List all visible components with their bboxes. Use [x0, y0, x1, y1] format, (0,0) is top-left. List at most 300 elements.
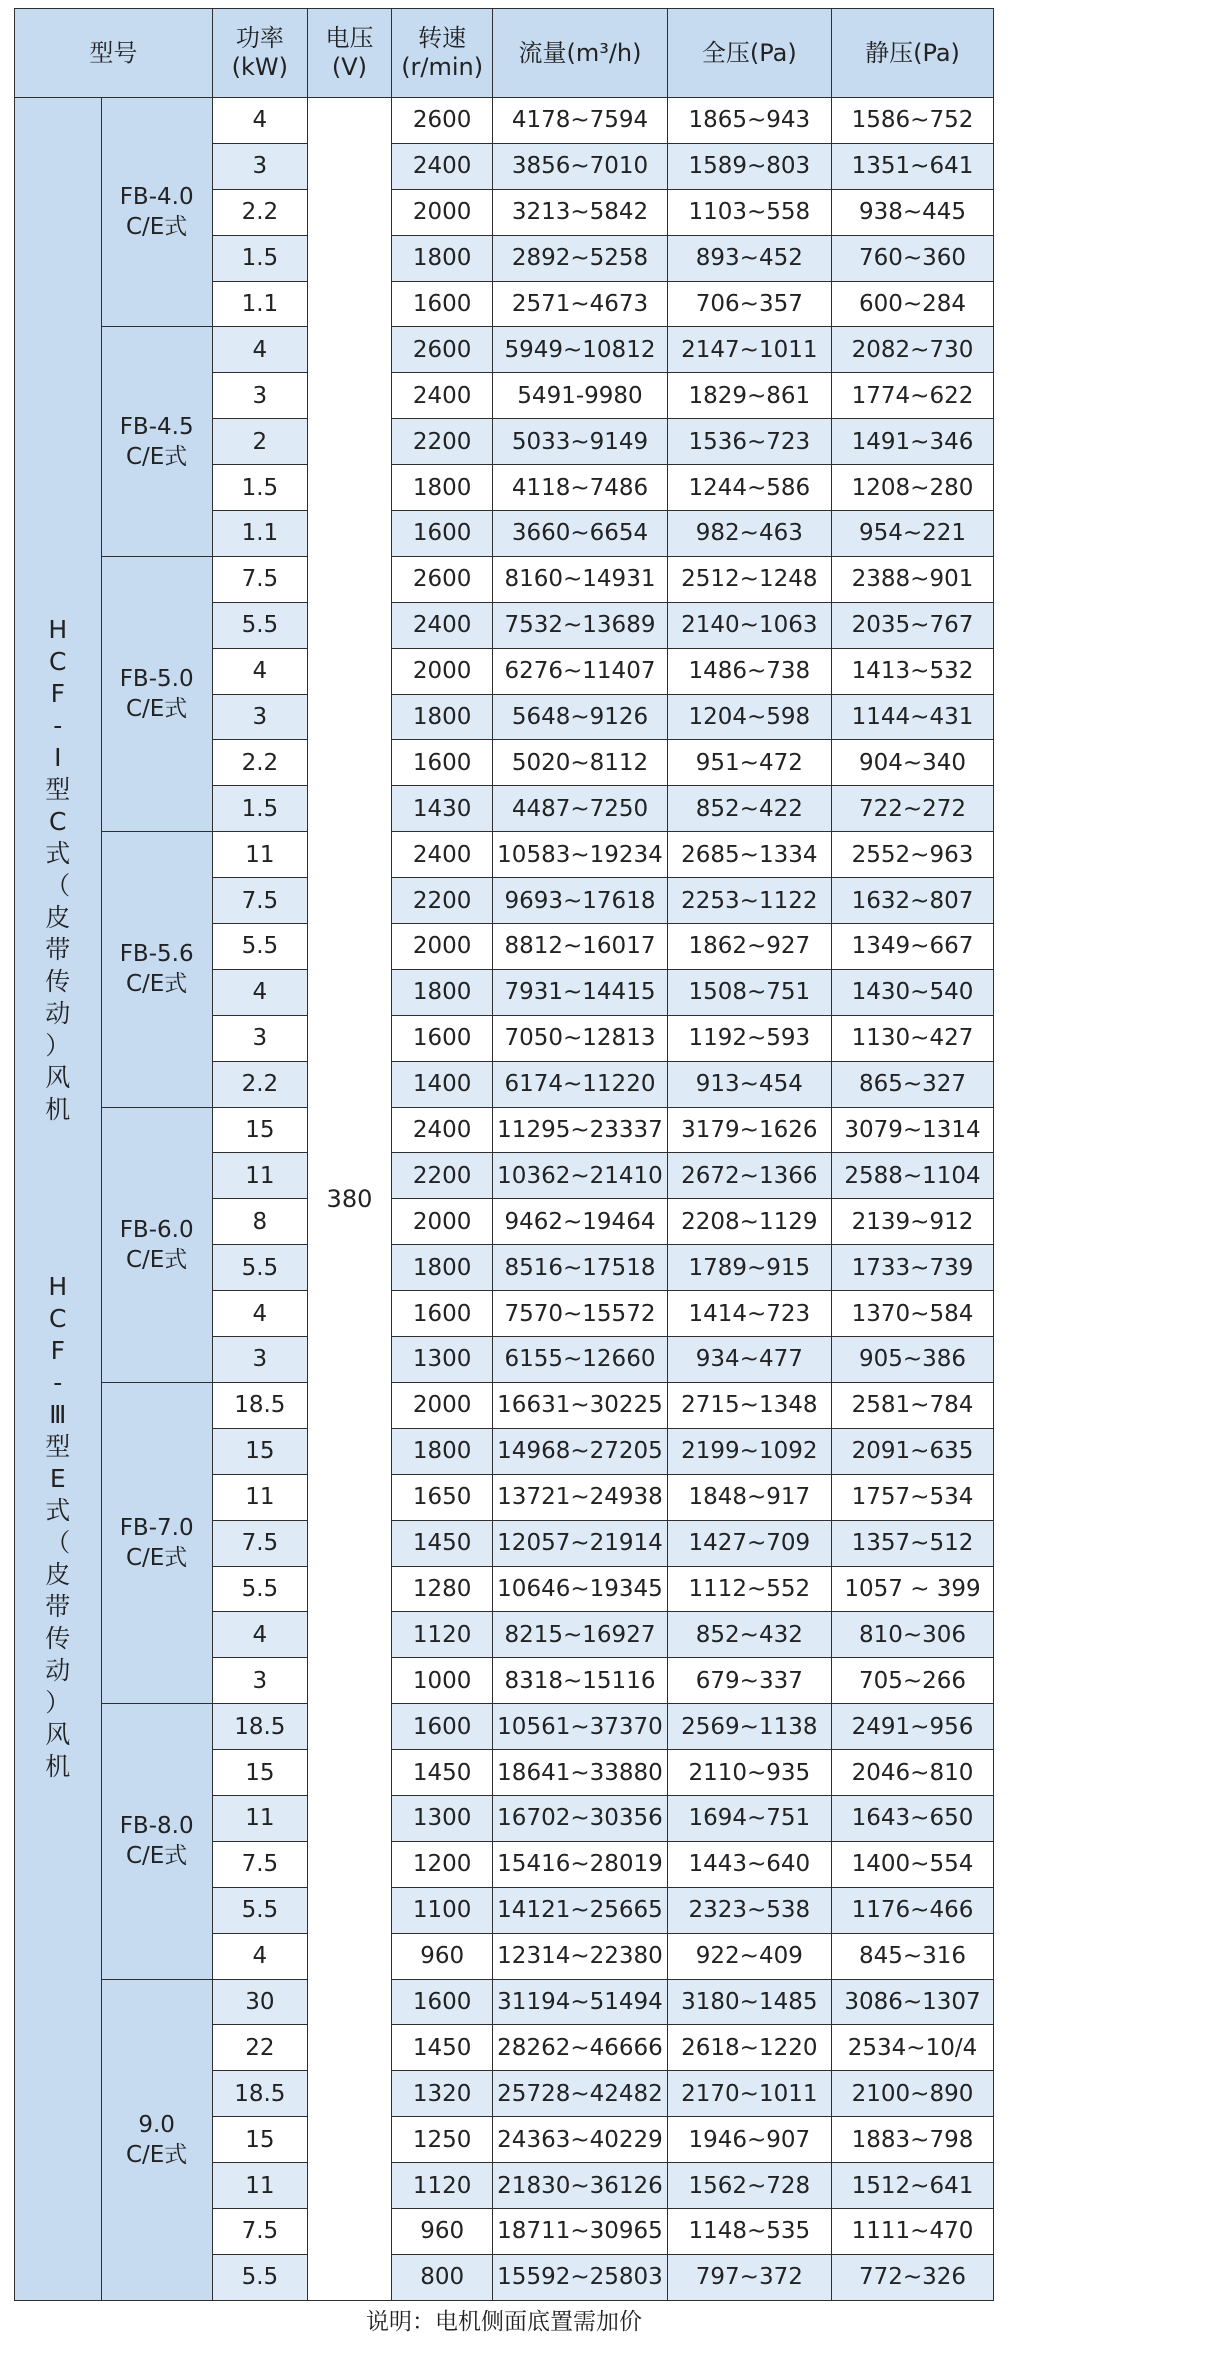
static-pressure-cell: 1349~667 — [832, 924, 994, 970]
flow-cell: 25728~42482 — [493, 2071, 667, 2117]
power-cell: 4 — [212, 1291, 307, 1337]
flow-cell: 24363~40229 — [493, 2117, 667, 2163]
voltage-cell: 380 — [307, 98, 391, 2301]
header-static-pressure: 静压(Pa) — [832, 9, 994, 98]
power-cell: 3 — [212, 1337, 307, 1383]
total-pressure-cell: 1589~803 — [667, 143, 831, 189]
series-char: H — [48, 615, 68, 645]
header-voltage — [307, 9, 391, 98]
static-pressure-cell: 1144~431 — [832, 694, 994, 740]
total-pressure-cell: 934~477 — [667, 1337, 831, 1383]
total-pressure-cell: 1536~723 — [667, 419, 831, 465]
static-pressure-cell: 938~445 — [832, 189, 994, 235]
static-pressure-cell: 1512~641 — [832, 2163, 994, 2209]
flow-cell: 8215~16927 — [493, 1612, 667, 1658]
total-pressure-cell: 1789~915 — [667, 1245, 831, 1291]
flow-cell: 3213~5842 — [493, 189, 667, 235]
speed-cell: 1250 — [391, 2117, 492, 2163]
series-char: C — [49, 647, 67, 677]
speed-cell: 1120 — [391, 1612, 492, 1658]
model-name: FB-7.0 — [119, 1515, 194, 1542]
total-pressure-cell: 797~372 — [667, 2254, 831, 2300]
flow-cell: 8318~15116 — [493, 1658, 667, 1704]
static-pressure-cell: 904~340 — [832, 740, 994, 786]
total-pressure-cell: 2253~1122 — [667, 878, 831, 924]
series-char: C — [49, 807, 67, 837]
power-cell: 15 — [212, 1107, 307, 1153]
total-pressure-cell: 1862~927 — [667, 924, 831, 970]
power-cell: 30 — [212, 1979, 307, 2025]
flow-cell: 4487~7250 — [493, 786, 667, 832]
total-pressure-cell: 1192~593 — [667, 1015, 831, 1061]
flow-cell: 13721~24938 — [493, 1474, 667, 1520]
total-pressure-cell: 3179~1626 — [667, 1107, 831, 1153]
power-cell: 3 — [212, 373, 307, 419]
flow-cell: 5020~8112 — [493, 740, 667, 786]
power-cell: 4 — [212, 327, 307, 373]
static-pressure-cell: 1130~427 — [832, 1015, 994, 1061]
model-name: FB-6.0 — [119, 1216, 194, 1243]
total-pressure-cell: 2140~1063 — [667, 602, 831, 648]
series-char: 皮 — [45, 1560, 71, 1590]
flow-cell: 2892~5258 — [493, 235, 667, 281]
flow-cell: 6174~11220 — [493, 1061, 667, 1107]
model-type: C/E式 — [125, 971, 188, 998]
speed-cell: 2200 — [391, 419, 492, 465]
power-cell: 5.5 — [212, 1566, 307, 1612]
speed-cell: 1600 — [391, 1291, 492, 1337]
speed-cell: 1320 — [391, 2071, 492, 2117]
flow-cell: 7570~15572 — [493, 1291, 667, 1337]
flow-cell: 31194~51494 — [493, 1979, 667, 2025]
speed-cell: 2600 — [391, 327, 492, 373]
power-cell: 1.5 — [212, 465, 307, 511]
flow-cell: 9693~17618 — [493, 878, 667, 924]
header-total-pressure: 全压(Pa) — [667, 9, 831, 98]
static-pressure-cell: 865~327 — [832, 1061, 994, 1107]
model-cell — [101, 1704, 212, 1979]
series-char: （ — [45, 871, 71, 901]
total-pressure-cell: 706~357 — [667, 281, 831, 327]
flow-cell: 18711~30965 — [493, 2208, 667, 2254]
flow-cell: 28262~46666 — [493, 2025, 667, 2071]
header-power — [212, 9, 307, 98]
total-pressure-cell: 2672~1366 — [667, 1153, 831, 1199]
total-pressure-cell: 2208~1129 — [667, 1199, 831, 1245]
series-char: 带 — [45, 935, 71, 965]
flow-cell: 12314~22380 — [493, 1933, 667, 1979]
speed-cell: 1300 — [391, 1337, 492, 1383]
static-pressure-cell: 1491~346 — [832, 419, 994, 465]
series-label — [15, 98, 102, 2301]
header-speed — [391, 9, 492, 98]
static-pressure-cell: 1370~584 — [832, 1291, 994, 1337]
power-cell: 4 — [212, 969, 307, 1015]
flow-cell: 2571~4673 — [493, 281, 667, 327]
power-cell: 4 — [212, 1612, 307, 1658]
table-row — [15, 327, 994, 373]
speed-cell: 2000 — [391, 1382, 492, 1428]
series-char: 型 — [45, 1432, 71, 1462]
speed-cell: 1800 — [391, 465, 492, 511]
speed-cell: 1600 — [391, 511, 492, 557]
static-pressure-cell: 2046~810 — [832, 1750, 994, 1796]
power-cell: 5.5 — [212, 924, 307, 970]
series-char: E — [49, 1464, 66, 1494]
speed-cell: 1650 — [391, 1474, 492, 1520]
power-cell: 18.5 — [212, 2071, 307, 2117]
power-cell: 1.5 — [212, 786, 307, 832]
series-char: 风 — [45, 1720, 71, 1750]
static-pressure-cell: 1430~540 — [832, 969, 994, 1015]
spec-table-container — [14, 8, 994, 2339]
model-cell — [101, 327, 212, 556]
total-pressure-cell: 1829~861 — [667, 373, 831, 419]
header-speed-label: 转速 — [418, 24, 467, 52]
fan-spec-table — [14, 8, 994, 2339]
power-cell: 2.2 — [212, 1061, 307, 1107]
series-char: 机 — [45, 1752, 71, 1782]
speed-cell: 1450 — [391, 1520, 492, 1566]
speed-cell: 1100 — [391, 1887, 492, 1933]
series-char: Ⅲ — [49, 1400, 67, 1430]
series-char: 风 — [45, 1063, 71, 1093]
static-pressure-cell: 1643~650 — [832, 1795, 994, 1841]
series-char: F — [50, 1336, 65, 1366]
flow-cell: 3856~7010 — [493, 143, 667, 189]
power-cell: 15 — [212, 1750, 307, 1796]
series-char: ） — [45, 1031, 71, 1061]
series-char: 皮 — [45, 903, 71, 933]
flow-cell: 18641~33880 — [493, 1750, 667, 1796]
table-row — [15, 832, 994, 878]
flow-cell: 5491-9980 — [493, 373, 667, 419]
table-row — [15, 556, 994, 602]
model-cell — [101, 1382, 212, 1703]
power-cell: 1.1 — [212, 281, 307, 327]
flow-cell: 5949~10812 — [493, 327, 667, 373]
speed-cell: 1800 — [391, 235, 492, 281]
static-pressure-cell: 1176~466 — [832, 1887, 994, 1933]
static-pressure-cell: 3086~1307 — [832, 1979, 994, 2025]
total-pressure-cell: 1946~907 — [667, 2117, 831, 2163]
speed-cell: 2600 — [391, 556, 492, 602]
flow-cell: 3660~6654 — [493, 511, 667, 557]
static-pressure-cell: 1208~280 — [832, 465, 994, 511]
model-cell — [101, 1979, 212, 2300]
table-row — [15, 1107, 994, 1153]
speed-cell: 2400 — [391, 602, 492, 648]
model-name: FB-5.6 — [119, 941, 194, 968]
model-type: C/E式 — [125, 1246, 188, 1273]
series-char: 动 — [45, 999, 71, 1029]
power-cell: 7.5 — [212, 1520, 307, 1566]
table-row — [15, 1979, 994, 2025]
power-cell: 3 — [212, 694, 307, 740]
speed-cell: 1800 — [391, 969, 492, 1015]
total-pressure-cell: 1414~723 — [667, 1291, 831, 1337]
total-pressure-cell: 1486~738 — [667, 648, 831, 694]
speed-cell: 1300 — [391, 1795, 492, 1841]
flow-cell: 5033~9149 — [493, 419, 667, 465]
header-power-unit: (kW) — [231, 53, 289, 81]
speed-cell: 2400 — [391, 143, 492, 189]
static-pressure-cell: 845~316 — [832, 1933, 994, 1979]
table-row — [15, 1704, 994, 1750]
power-cell: 5.5 — [212, 602, 307, 648]
power-cell: 11 — [212, 1153, 307, 1199]
flow-cell: 10561~37370 — [493, 1704, 667, 1750]
static-pressure-cell: 1351~641 — [832, 143, 994, 189]
model-type: C/E式 — [125, 1843, 188, 1870]
speed-cell: 1600 — [391, 1979, 492, 2025]
static-pressure-cell: 2552~963 — [832, 832, 994, 878]
speed-cell: 2200 — [391, 878, 492, 924]
model-type: C/E式 — [125, 2141, 188, 2168]
speed-cell: 1600 — [391, 1015, 492, 1061]
header-power-label: 功率 — [235, 24, 284, 52]
total-pressure-cell: 913~454 — [667, 1061, 831, 1107]
model-type: C/E式 — [125, 1545, 188, 1572]
speed-cell: 2000 — [391, 1199, 492, 1245]
power-cell: 2.2 — [212, 189, 307, 235]
footnote: 说明：电机侧面底置需加价 — [366, 2309, 642, 2336]
static-pressure-cell: 2581~784 — [832, 1382, 994, 1428]
model-name: FB-5.0 — [119, 666, 194, 693]
flow-cell: 10583~19234 — [493, 832, 667, 878]
series-char: 式 — [45, 1496, 71, 1526]
flow-cell: 16702~30356 — [493, 1795, 667, 1841]
power-cell: 5.5 — [212, 2254, 307, 2300]
static-pressure-cell: 1774~622 — [832, 373, 994, 419]
flow-cell: 5648~9126 — [493, 694, 667, 740]
static-pressure-cell: 760~360 — [832, 235, 994, 281]
total-pressure-cell: 2685~1334 — [667, 832, 831, 878]
total-pressure-cell: 1694~751 — [667, 1795, 831, 1841]
total-pressure-cell: 2110~935 — [667, 1750, 831, 1796]
speed-cell: 1450 — [391, 2025, 492, 2071]
flow-cell: 14121~25665 — [493, 1887, 667, 1933]
total-pressure-cell: 1112~552 — [667, 1566, 831, 1612]
total-pressure-cell: 1562~728 — [667, 2163, 831, 2209]
flow-cell: 4178~7594 — [493, 98, 667, 144]
power-cell: 2 — [212, 419, 307, 465]
static-pressure-cell: 600~284 — [832, 281, 994, 327]
table-header-row — [15, 9, 994, 98]
speed-cell: 960 — [391, 1933, 492, 1979]
static-pressure-cell: 2139~912 — [832, 1199, 994, 1245]
static-pressure-cell: 2491~956 — [832, 1704, 994, 1750]
static-pressure-cell: 2100~890 — [832, 2071, 994, 2117]
total-pressure-cell: 852~422 — [667, 786, 831, 832]
flow-cell: 7931~14415 — [493, 969, 667, 1015]
static-pressure-cell: 1733~739 — [832, 1245, 994, 1291]
model-type: C/E式 — [125, 443, 188, 470]
model-name: 9.0 — [138, 2111, 175, 2138]
static-pressure-cell: 1883~798 — [832, 2117, 994, 2163]
flow-cell: 6276~11407 — [493, 648, 667, 694]
series-char: （ — [45, 1528, 71, 1558]
series-char: 带 — [45, 1592, 71, 1622]
power-cell: 2.2 — [212, 740, 307, 786]
series-char: ） — [45, 1688, 71, 1718]
total-pressure-cell: 1848~917 — [667, 1474, 831, 1520]
header-voltage-label: 电压 — [325, 24, 374, 52]
model-type: C/E式 — [125, 214, 188, 241]
static-pressure-cell: 1400~554 — [832, 1841, 994, 1887]
power-cell: 15 — [212, 2117, 307, 2163]
total-pressure-cell: 2147~1011 — [667, 327, 831, 373]
static-pressure-cell: 1757~534 — [832, 1474, 994, 1520]
power-cell: 11 — [212, 832, 307, 878]
total-pressure-cell: 2569~1138 — [667, 1704, 831, 1750]
series-char: 传 — [45, 1624, 71, 1654]
series-char: 机 — [45, 1095, 71, 1125]
total-pressure-cell: 3180~1485 — [667, 1979, 831, 2025]
static-pressure-cell: 3079~1314 — [832, 1107, 994, 1153]
series-char: 动 — [45, 1656, 71, 1686]
flow-cell: 8812~16017 — [493, 924, 667, 970]
model-cell — [101, 556, 212, 831]
flow-cell: 15416~28019 — [493, 1841, 667, 1887]
power-cell: 1.1 — [212, 511, 307, 557]
static-pressure-cell: 810~306 — [832, 1612, 994, 1658]
speed-cell: 1400 — [391, 1061, 492, 1107]
speed-cell: 2400 — [391, 1107, 492, 1153]
power-cell: 11 — [212, 2163, 307, 2209]
speed-cell: 1800 — [391, 1428, 492, 1474]
series-char: - — [53, 711, 63, 741]
static-pressure-cell: 2035~767 — [832, 602, 994, 648]
flow-cell: 12057~21914 — [493, 1520, 667, 1566]
total-pressure-cell: 922~409 — [667, 1933, 831, 1979]
series-char: 传 — [45, 967, 71, 997]
total-pressure-cell: 893~452 — [667, 235, 831, 281]
static-pressure-cell: 954~221 — [832, 511, 994, 557]
flow-cell: 4118~7486 — [493, 465, 667, 511]
series-char: 型 — [45, 775, 71, 805]
series-gap — [15, 1126, 101, 1271]
speed-cell: 2400 — [391, 832, 492, 878]
speed-cell: 2000 — [391, 189, 492, 235]
power-cell: 1.5 — [212, 235, 307, 281]
speed-cell: 1600 — [391, 281, 492, 327]
speed-cell: 2000 — [391, 648, 492, 694]
flow-cell: 10362~21410 — [493, 1153, 667, 1199]
static-pressure-cell: 1632~807 — [832, 878, 994, 924]
static-pressure-cell: 772~326 — [832, 2254, 994, 2300]
speed-cell: 960 — [391, 2208, 492, 2254]
static-pressure-cell: 705~266 — [832, 1658, 994, 1704]
model-name: FB-4.0 — [119, 184, 194, 211]
power-cell: 22 — [212, 2025, 307, 2071]
static-pressure-cell: 1057 ~ 399 — [832, 1566, 994, 1612]
power-cell: 4 — [212, 1933, 307, 1979]
power-cell: 4 — [212, 98, 307, 144]
speed-cell: 1600 — [391, 740, 492, 786]
static-pressure-cell: 2588~1104 — [832, 1153, 994, 1199]
static-pressure-cell: 2534~10/4 — [832, 2025, 994, 2071]
power-cell: 7.5 — [212, 2208, 307, 2254]
speed-cell: 1430 — [391, 786, 492, 832]
power-cell: 7.5 — [212, 878, 307, 924]
total-pressure-cell: 1103~558 — [667, 189, 831, 235]
total-pressure-cell: 982~463 — [667, 511, 831, 557]
power-cell: 15 — [212, 1428, 307, 1474]
flow-cell: 6155~12660 — [493, 1337, 667, 1383]
total-pressure-cell: 679~337 — [667, 1658, 831, 1704]
power-cell: 11 — [212, 1474, 307, 1520]
flow-cell: 8516~17518 — [493, 1245, 667, 1291]
static-pressure-cell: 2091~635 — [832, 1428, 994, 1474]
model-name: FB-4.5 — [119, 413, 194, 440]
series-char: F — [50, 679, 65, 709]
speed-cell: 1800 — [391, 1245, 492, 1291]
total-pressure-cell: 2170~1011 — [667, 2071, 831, 2117]
power-cell: 3 — [212, 1015, 307, 1061]
model-cell — [101, 832, 212, 1107]
total-pressure-cell: 1865~943 — [667, 98, 831, 144]
model-cell — [101, 98, 212, 327]
flow-cell: 8160~14931 — [493, 556, 667, 602]
total-pressure-cell: 2512~1248 — [667, 556, 831, 602]
power-cell: 3 — [212, 1658, 307, 1704]
power-cell: 7.5 — [212, 556, 307, 602]
speed-cell: 1280 — [391, 1566, 492, 1612]
table-body — [15, 98, 994, 2301]
flow-cell: 11295~23337 — [493, 1107, 667, 1153]
static-pressure-cell: 1413~532 — [832, 648, 994, 694]
model-name: FB-8.0 — [119, 1813, 194, 1840]
power-cell: 18.5 — [212, 1704, 307, 1750]
speed-cell: 1800 — [391, 694, 492, 740]
flow-cell: 10646~19345 — [493, 1566, 667, 1612]
static-pressure-cell: 1586~752 — [832, 98, 994, 144]
static-pressure-cell: 2082~730 — [832, 327, 994, 373]
power-cell: 7.5 — [212, 1841, 307, 1887]
header-voltage-unit: (V) — [331, 53, 368, 81]
total-pressure-cell: 1508~751 — [667, 969, 831, 1015]
power-cell: 4 — [212, 648, 307, 694]
total-pressure-cell: 1148~535 — [667, 2208, 831, 2254]
flow-cell: 16631~30225 — [493, 1382, 667, 1428]
series-char: 式 — [45, 839, 71, 869]
total-pressure-cell: 2618~1220 — [667, 2025, 831, 2071]
static-pressure-cell: 1357~512 — [832, 1520, 994, 1566]
flow-cell: 15592~25803 — [493, 2254, 667, 2300]
flow-cell: 21830~36126 — [493, 2163, 667, 2209]
speed-cell: 1120 — [391, 2163, 492, 2209]
static-pressure-cell: 2388~901 — [832, 556, 994, 602]
power-cell: 3 — [212, 143, 307, 189]
speed-cell: 2400 — [391, 373, 492, 419]
flow-cell: 7050~12813 — [493, 1015, 667, 1061]
header-flow: 流量(m³/h) — [493, 9, 667, 98]
model-cell — [101, 1107, 212, 1382]
series-char: - — [53, 1368, 63, 1398]
total-pressure-cell: 2323~538 — [667, 1887, 831, 1933]
total-pressure-cell: 1443~640 — [667, 1841, 831, 1887]
total-pressure-cell: 2199~1092 — [667, 1428, 831, 1474]
power-cell: 18.5 — [212, 1382, 307, 1428]
speed-cell: 800 — [391, 2254, 492, 2300]
speed-cell: 2000 — [391, 924, 492, 970]
speed-cell: 1600 — [391, 1704, 492, 1750]
model-type: C/E式 — [125, 696, 188, 723]
power-cell: 5.5 — [212, 1245, 307, 1291]
speed-cell: 1200 — [391, 1841, 492, 1887]
speed-cell: 1450 — [391, 1750, 492, 1796]
